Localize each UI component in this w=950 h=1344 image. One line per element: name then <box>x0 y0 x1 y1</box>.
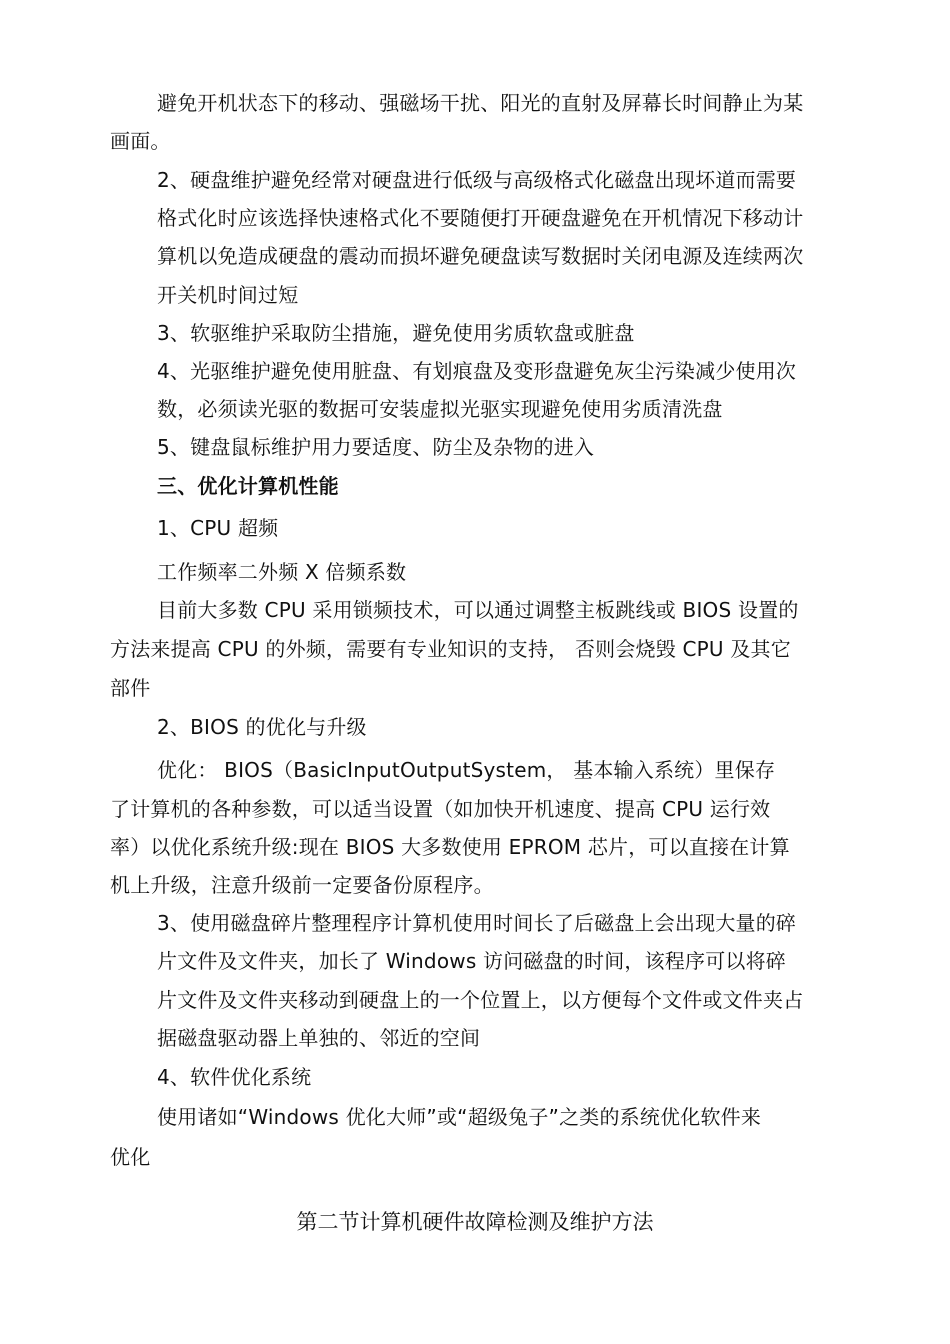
text-line: 据磁盘驱动器上单独的、邻近的空间 <box>157 1026 481 1050</box>
text-line: 4、软件优化系统 <box>157 1065 312 1089</box>
text-line: 方法来提高 CPU 的外频，需要有专业知识的支持， 否则会烧毁 CPU 及其它 <box>110 637 791 661</box>
text-line: 优化： BIOS（BasicInputOutputSystem， 基本输入系统）里保存 <box>157 758 776 782</box>
text-line: 3、使用磁盘碎片整理程序计算机使用时间长了后磁盘上会出现大量的碎 <box>157 911 797 935</box>
text-line: 3、软驱维护采取防尘措施，避免使用劣质软盘或脏盘 <box>157 321 635 345</box>
text-line: 片文件及文件夹，加长了 Windows 访问磁盘的时间，该程序可以将碎 <box>157 949 786 973</box>
text-line: 部件 <box>110 676 151 700</box>
text-line: 4、光驱维护避免使用脏盘、有划痕盘及变形盘避免灰尘污染减少使用次 <box>157 359 797 383</box>
text-line: 2、BIOS 的优化与升级 <box>157 715 367 739</box>
text-line: 算机以免造成硬盘的震动而损坏避免硬盘读写数据时关闭电源及连续两次 <box>157 244 804 268</box>
text-line: 数，必须读光驱的数据可安装虚拟光驱实现避免使用劣质清洗盘 <box>157 397 723 421</box>
text-line: 避免开机状态下的移动、强磁场干扰、阳光的直射及屏幕长时间静止为某 <box>157 91 804 115</box>
text-line: 画面。 <box>110 129 171 153</box>
text-line: 1、CPU 超频 <box>157 516 279 540</box>
text-line: 5、键盘鼠标维护用力要适度、防尘及杂物的进入 <box>157 435 595 459</box>
text-line: 开关机时间过短 <box>157 283 299 307</box>
text-line: 2、硬盘维护避免经常对硬盘进行低级与高级格式化磁盘出现坏道而需要 <box>157 168 797 192</box>
text-line: 格式化时应该选择快速格式化不要随便打开硬盘避免在开机情况下移动计 <box>157 206 804 230</box>
text-line: 了计算机的各种参数，可以适当设置（如加快开机速度、提高 CPU 运行效 <box>110 797 771 821</box>
text-line: 工作频率二外频 X 倍频系数 <box>157 560 407 584</box>
section-title: 第二节计算机硬件故障检测及维护方法 <box>296 1210 654 1234</box>
text-line: 优化 <box>110 1145 151 1169</box>
text-line: 使用诸如“Windows 优化大师”或“超级兔子”之类的系统优化软件来 <box>157 1105 762 1129</box>
text-line: 目前大多数 CPU 采用锁频技术，可以通过调整主板跳线或 BIOS 设置的 <box>157 598 799 622</box>
text-line: 率）以优化系统升级:现在 BIOS 大多数使用 EPROM 芯片，可以直接在计算 <box>110 835 790 859</box>
subheading: 三、优化计算机性能 <box>157 474 339 498</box>
text-line: 片文件及文件夹移动到硬盘上的一个位置上，以方便每个文件或文件夹占 <box>157 988 804 1012</box>
text-line: 机上升级，注意升级前一定要备份原程序。 <box>110 873 494 897</box>
